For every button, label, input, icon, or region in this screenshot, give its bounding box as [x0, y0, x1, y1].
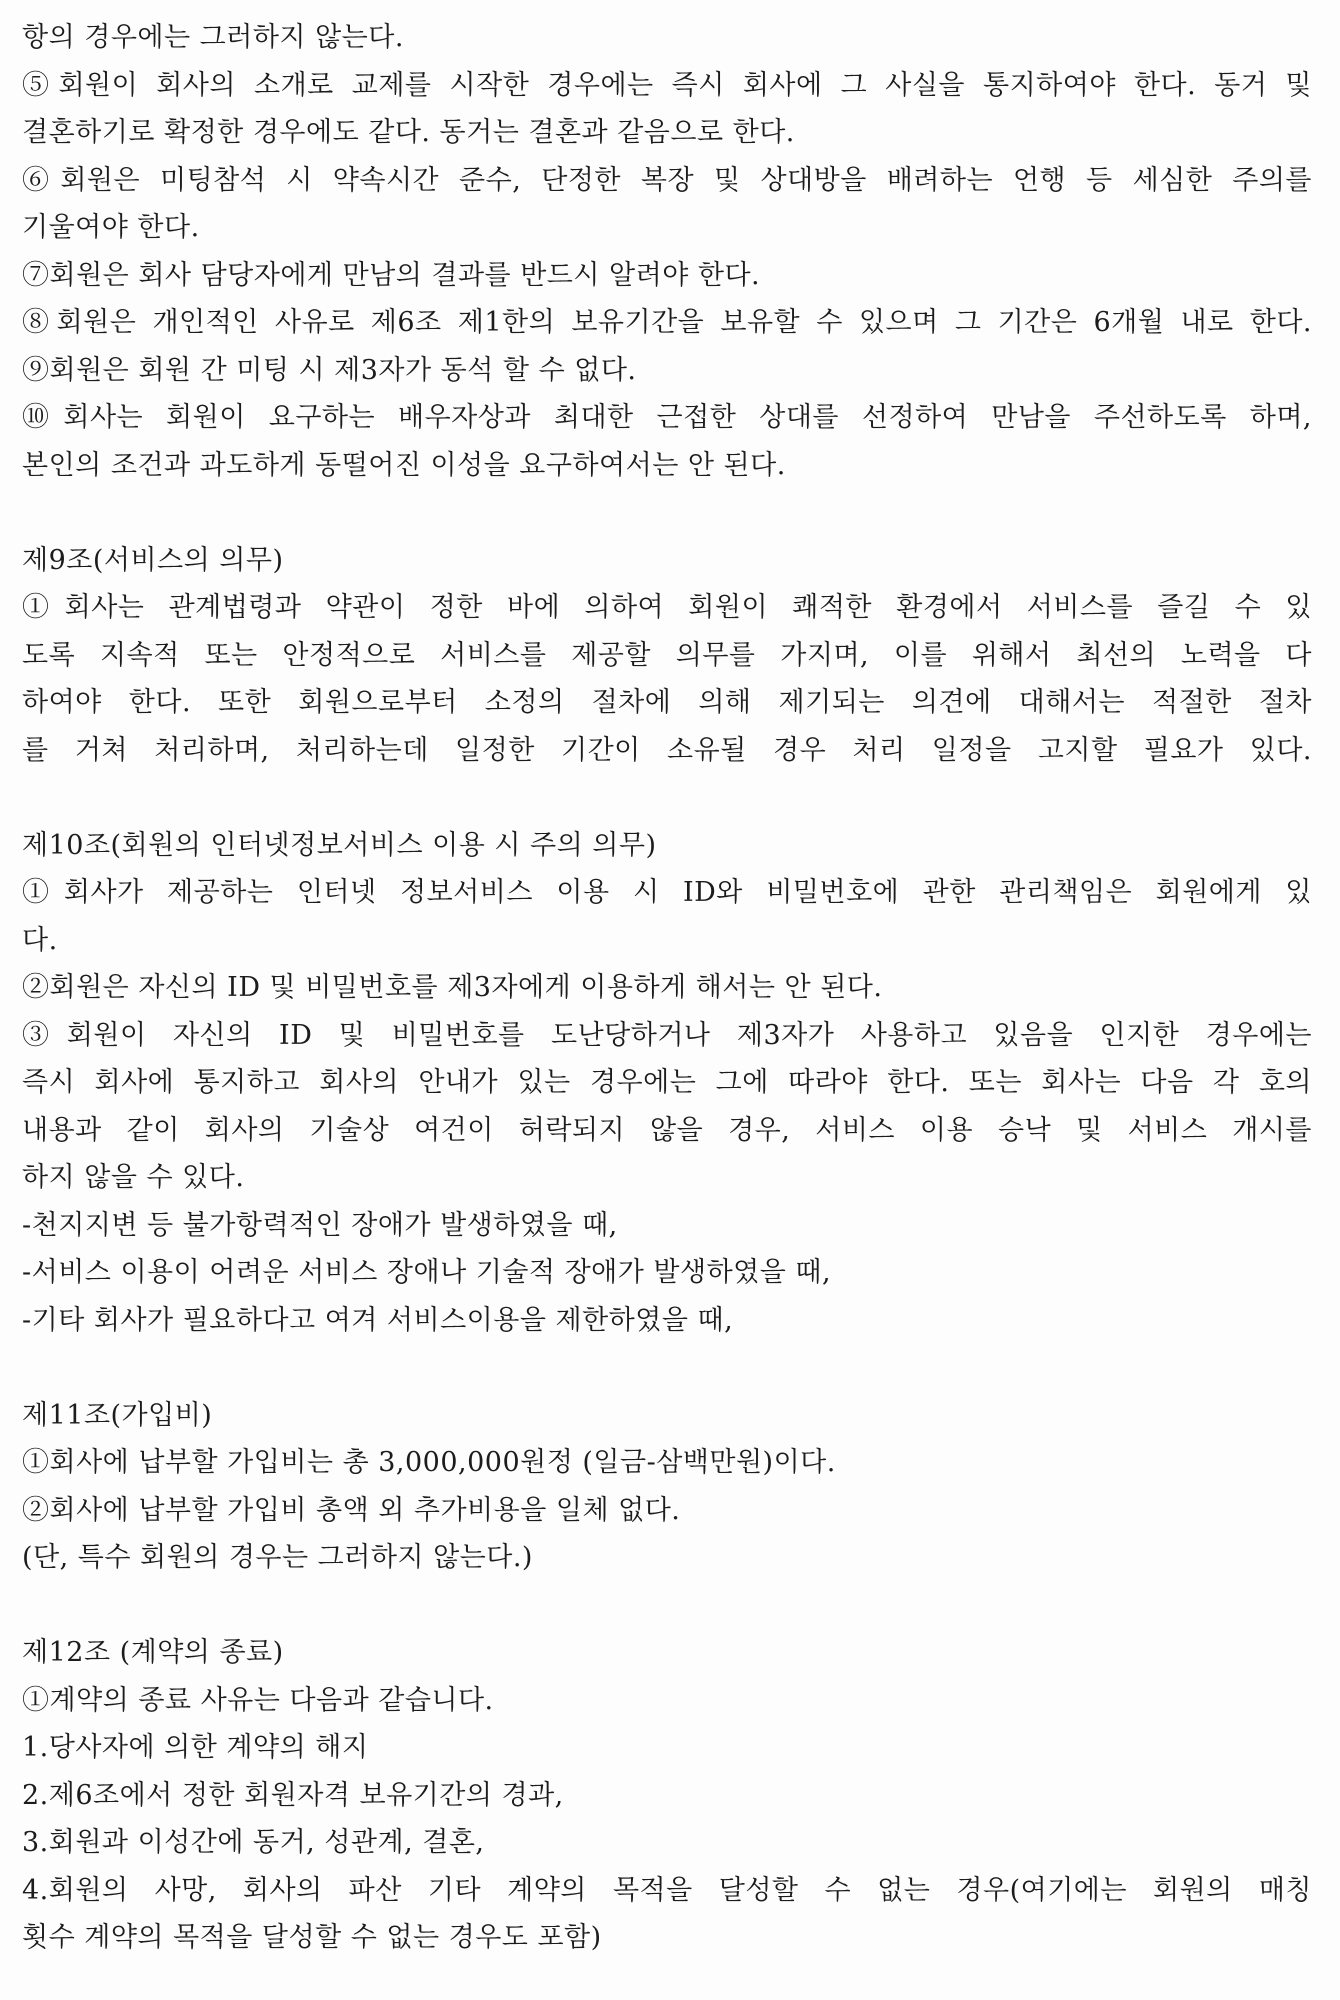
- article-9-line: ①회사는 관계법령과 약관이 정한 바에 의하여 회원이 쾌적한 환경에서 서비스를 즐길 수 있: [22, 592, 1312, 623]
- article-11-line: ②회사에 납부할 가입비 총액 외 추가비용을 일체 없다.: [22, 1494, 681, 1526]
- article-10-line: ②회원은 자신의 ID 및 비밀번호를 제3자에게 이용하게 해서는 안 된다.: [22, 972, 883, 1003]
- article-12-list-item: 4.회원의 사망, 회사의 파산 기타 계약의 목적을 달성할 수 없는 경우(여기에는 회원의 매칭: [22, 1874, 1312, 1906]
- article-10-line: 즉시 회사에 통지하고 회사의 안내가 있는 경우에는 그에 따라야 한다. 또는 회사는 다음 각 호의: [22, 1067, 1312, 1098]
- section-spacer: [22, 1582, 1312, 1630]
- article-10-line: 하지 않을 수 있다.: [22, 1162, 245, 1193]
- section-spacer: [22, 1344, 1312, 1392]
- article-11: [22, 1392, 1312, 1582]
- article-8-continued: [22, 14, 1312, 489]
- article-9: [22, 537, 1312, 775]
- article-9-line: 도록 지속적 또는 안정적으로 서비스를 제공할 의무를 가지며, 이를 위해서 최선의 노력을 다: [22, 639, 1312, 671]
- article-12-line: ①계약의 종료 사유는 다음과 같습니다.: [22, 1684, 494, 1716]
- article-12-list-item: 2.제6조에서 정한 회원자격 보유기간의 경과,: [22, 1779, 564, 1811]
- article-10-line: 내용과 같이 회사의 기술상 여건이 허락되지 않을 경우, 서비스 이용 승낙 및 서비스 개시를: [22, 1114, 1312, 1146]
- article-8-line: 본인의 조건과 과도하게 동떨어진 이성을 요구하여서는 안 된다.: [22, 449, 786, 481]
- article-12-title: 제12조 (계약의 종료): [22, 1637, 284, 1668]
- article-12-list-item: 3.회원과 이성간에 동거, 성관계, 결혼,: [22, 1827, 485, 1858]
- article-9-title: 제9조(서비스의 의무): [22, 544, 284, 576]
- article-8-line: 항의 경우에는 그러하지 않는다.: [22, 22, 404, 53]
- article-10-list-item: -서비스 이용이 어려운 서비스 장애나 기술적 장애가 발생하였을 때,: [22, 1257, 832, 1288]
- article-10-list-item: -천지지변 등 불가항력적인 장애가 발생하였을 때,: [22, 1209, 618, 1241]
- article-11-line: ①회사에 납부할 가입비는 총 3,000,000원정 (일금-삼백만원)이다.: [22, 1447, 836, 1478]
- article-10-title: 제10조(회원의 인터넷정보서비스 이용 시 주의 의무): [22, 829, 657, 861]
- article-9-line: 하여야 한다. 또한 회원으로부터 소정의 절차에 의해 제기되는 의견에 대해서는 적절한 절차: [22, 687, 1312, 718]
- article-8-clause-7: ⑦회원은 회사 담당자에게 만남의 결과를 반드시 알려야 한다.: [22, 259, 761, 291]
- article-8-clause-8: ⑧회원은 개인적인 사유로 제6조 제1한의 보유기간을 보유할 수 있으며 그 기간은 6개월 내로 한다.: [22, 307, 1312, 338]
- article-12-list-item: 1.당사자에 의한 계약의 해지: [22, 1732, 369, 1763]
- article-10: [22, 822, 1312, 1345]
- terms-document-body: [22, 14, 1312, 1962]
- article-8-clause-10: ⑩회사는 회원이 요구하는 배우자상과 최대한 근접한 상대를 선정하여 만남을 주선하도록 하며,: [22, 402, 1312, 433]
- article-8-clause-9: ⑨회원은 회원 간 미팅 시 제3자가 동석 할 수 없다.: [22, 354, 637, 386]
- article-8-clause-5: ⑤회원이 회사의 소개로 교제를 시작한 경우에는 즉시 회사에 그 사실을 통지하여야 한다. 동거 및: [22, 69, 1312, 101]
- article-11-title: 제11조(가입비): [22, 1399, 213, 1431]
- article-12-line: 횟수 계약의 목적을 달성할 수 없는 경우도 포함): [22, 1922, 602, 1953]
- section-spacer: [22, 489, 1312, 537]
- section-spacer: [22, 774, 1312, 822]
- article-8-line: 결혼하기로 확정한 경우에도 같다. 동거는 결혼과 같음으로 한다.: [22, 117, 795, 148]
- article-10-line: 다.: [22, 924, 58, 956]
- article-8-clause-6: ⑥회원은 미팅참석 시 약속시간 준수, 단정한 복장 및 상대방을 배려하는 언행 등 세심한 주의를: [22, 164, 1312, 196]
- article-10-line: ③회원이 자신의 ID 및 비밀번호를 도난당하거나 제3자가 사용하고 있음을 인지한 경우에는: [22, 1019, 1312, 1051]
- article-11-line: (단, 특수 회원의 경우는 그러하지 않는다.): [22, 1542, 533, 1573]
- article-12: [22, 1629, 1312, 1962]
- article-10-line: ①회사가 제공하는 인터넷 정보서비스 이용 시 ID와 비밀번호에 관한 관리책임은 회원에게 있: [22, 877, 1312, 908]
- article-9-line: 를 거쳐 처리하며, 처리하는데 일정한 기간이 소유될 경우 처리 일정을 고지할 필요가 있다.: [22, 734, 1312, 766]
- article-10-list-item: -기타 회사가 필요하다고 여겨 서비스이용을 제한하였을 때,: [22, 1304, 734, 1336]
- article-8-line: 기울여야 한다.: [22, 212, 200, 243]
